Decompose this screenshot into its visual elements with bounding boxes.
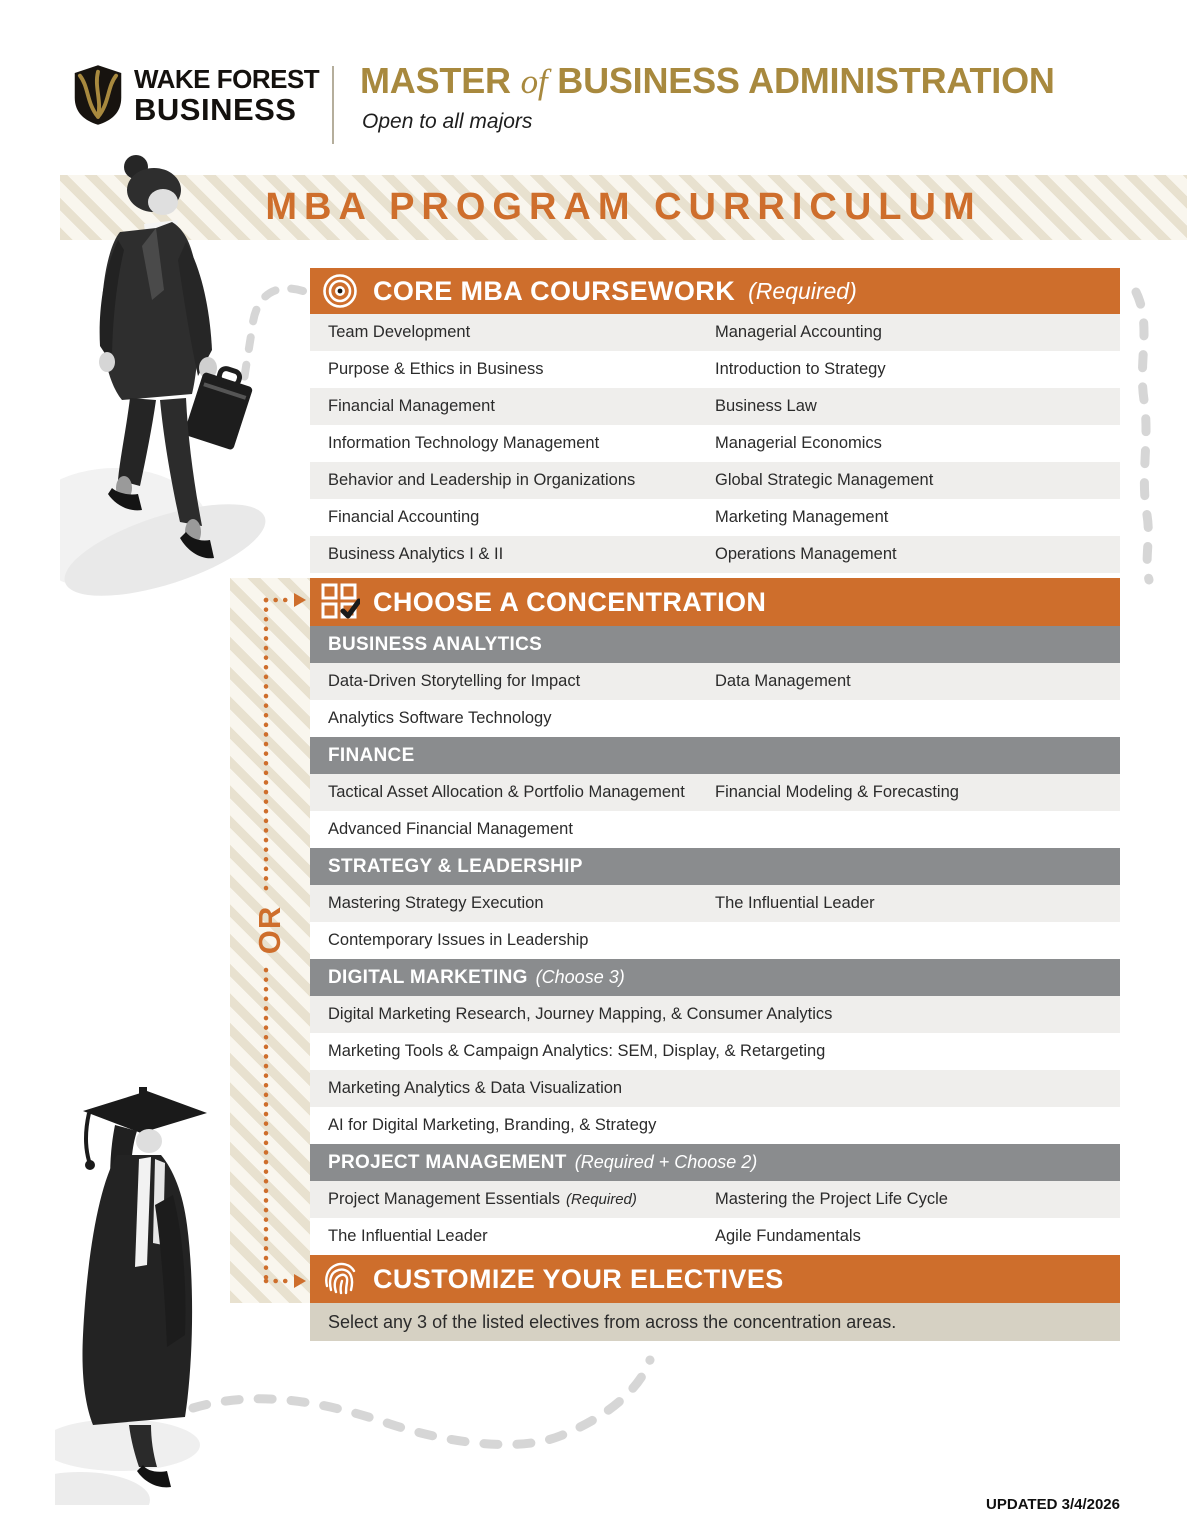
masthead <box>72 60 1132 150</box>
course-row: The Influential Leader Agile Fundamentals <box>310 1218 1120 1255</box>
concentration-header-business-analytics: BUSINESS ANALYTICS <box>310 626 1120 663</box>
core-coursework-header <box>310 268 1120 314</box>
course-row: Financial Management Business Law <box>310 388 1120 425</box>
masthead-divider <box>332 66 334 144</box>
course-row: Contemporary Issues in Leadership <box>310 922 1120 959</box>
updated-date: UPDATED 3/4/2026 <box>986 1496 1120 1513</box>
brand-line-1: WAKE FOREST <box>134 63 320 94</box>
electives-note: Select any 3 of the listed electives from across the concentration areas. <box>310 1303 1120 1341</box>
concentration-header-digital-marketing: DIGITAL MARKETING (Choose 3) <box>310 959 1120 996</box>
course-row: Digital Marketing Research, Journey Mapping, & Consumer Analytics <box>310 996 1120 1033</box>
course-row: Data-Driven Storytelling for Impact Data Management <box>310 663 1120 700</box>
course-row: Information Technology Management Managerial Economics <box>310 425 1120 462</box>
checkbox-grid-icon <box>320 582 360 622</box>
course-row: Business Analytics I & II Operations Management <box>310 536 1120 573</box>
course-row: Marketing Tools & Campaign Analytics: SEM, Display, & Retargeting <box>310 1033 1120 1070</box>
degree-title: MASTER of BUSINESS ADMINISTRATION <box>360 60 1055 101</box>
curriculum-content <box>310 268 1120 1341</box>
course-row: Marketing Analytics & Data Visualization <box>310 1070 1120 1107</box>
course-row: Advanced Financial Management <box>310 811 1120 848</box>
fingerprint-icon <box>320 1259 360 1299</box>
or-band <box>230 578 310 1303</box>
course-row: Financial Accounting Marketing Management <box>310 499 1120 536</box>
course-row: Behavior and Leadership in Organizations Global Strategic Management <box>310 462 1120 499</box>
course-row: Tactical Asset Allocation & Portfolio Management Financial Modeling & Forecasting <box>310 774 1120 811</box>
concentration-header-strategy-leadership: STRATEGY & LEADERSHIP <box>310 848 1120 885</box>
customize-electives-header <box>310 1255 1120 1303</box>
course-row: Purpose & Ethics in Business Introduction to Strategy <box>310 351 1120 388</box>
electives-title: CUSTOMIZE YOUR ELECTIVES <box>373 1263 784 1294</box>
choose-title: CHOOSE A CONCENTRATION <box>373 586 767 617</box>
target-icon <box>320 271 360 311</box>
core-title: CORE MBA COURSEWORK <box>373 275 736 306</box>
dashed-path-bottom <box>185 1350 665 1460</box>
brand-lockup <box>72 64 319 126</box>
choose-concentration-header <box>310 578 1120 626</box>
graduate-photo <box>55 1085 225 1505</box>
wake-forest-shield-logo-icon <box>72 64 124 126</box>
course-row: Project Management Essentials (Required) Mastering the Project Life Cycle <box>310 1181 1120 1218</box>
core-qualifier: (Required) <box>748 277 857 304</box>
concentration-header-finance: FINANCE <box>310 737 1120 774</box>
course-row: Analytics Software Technology <box>310 700 1120 737</box>
course-row: Team Development Managerial Accounting <box>310 314 1120 351</box>
brand-line-2: BUSINESS <box>134 91 297 127</box>
course-row: Mastering Strategy Execution The Influential Leader <box>310 885 1120 922</box>
banner <box>60 175 1187 240</box>
concentration-header-project-management: PROJECT MANAGEMENT (Required + Choose 2) <box>310 1144 1120 1181</box>
course-row: AI for Digital Marketing, Branding, & Strategy <box>310 1107 1120 1144</box>
dashed-path-core <box>235 278 315 398</box>
or-label: OR <box>252 905 287 955</box>
degree-subtitle: Open to all majors <box>362 110 533 133</box>
banner-title: MBA PROGRAM CURRICULUM <box>265 186 982 228</box>
